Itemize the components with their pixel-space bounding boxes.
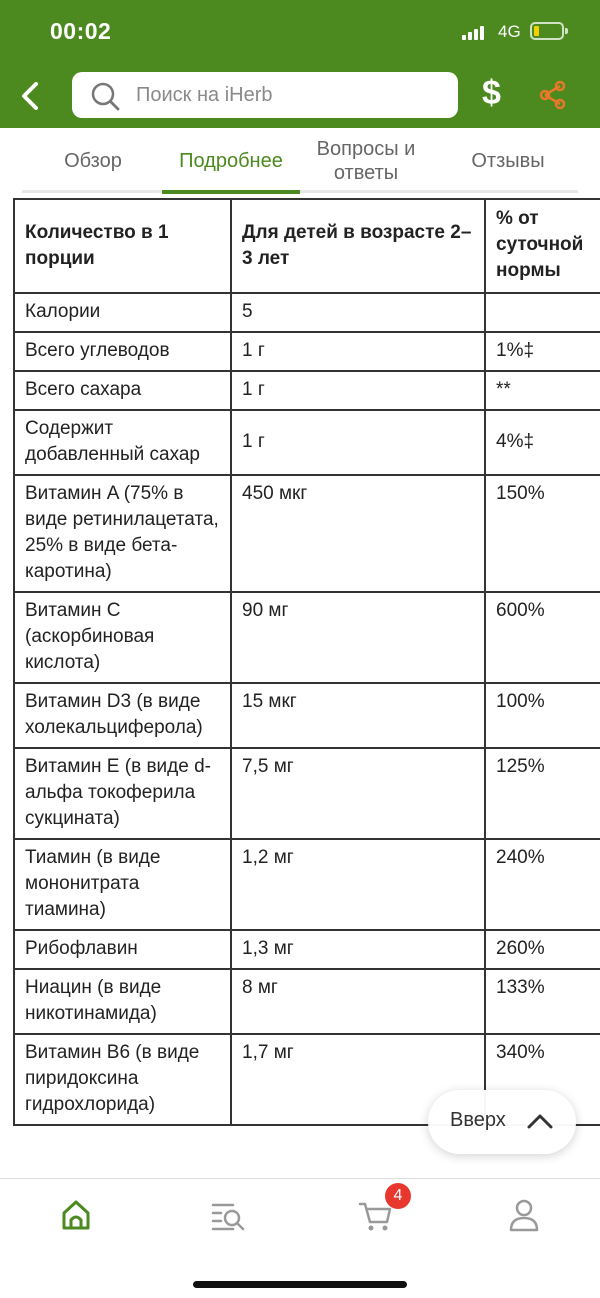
row-percent: [485, 293, 600, 332]
row-amount: 5: [231, 293, 485, 332]
row-percent: 100%: [485, 683, 600, 748]
back-arrow-icon[interactable]: [14, 76, 46, 116]
row-nutrient: Витамин C (аскорбиновая кислота): [14, 592, 231, 683]
table-row: [14, 839, 600, 930]
search-icon: [90, 81, 120, 111]
row-percent: 340%: [485, 1034, 600, 1125]
table-row: [14, 371, 600, 410]
row-amount: 450 мкг: [231, 475, 485, 592]
row-amount: 1,3 мг: [231, 930, 485, 969]
row-percent: 1%‡: [485, 332, 600, 371]
table-row: [14, 332, 600, 371]
cart-count-badge: 4: [385, 1183, 411, 1209]
scroll-to-top-label: Вверх: [450, 1109, 506, 1131]
row-nutrient: Витамин B6 (в виде пиридоксина гидрохлорида): [14, 1034, 231, 1125]
battery-icon: [530, 22, 564, 40]
row-amount: 8 мг: [231, 969, 485, 1034]
tab-overview[interactable]: Обзор: [64, 150, 122, 172]
tabs-divider: [22, 190, 578, 193]
table-row: [14, 475, 600, 592]
catalog-search-icon[interactable]: [208, 1195, 248, 1235]
row-amount: 1,7 мг: [231, 1034, 485, 1125]
header-serving: Количество в 1 порции: [14, 199, 231, 293]
table-row: [14, 969, 600, 1034]
chevron-up-icon: [526, 1108, 554, 1136]
row-percent: 260%: [485, 930, 600, 969]
search-placeholder: Поиск на iHerb: [136, 84, 273, 106]
row-nutrient: Витамин A (75% в виде ретинилацетата, 25% в виде бета-каротина): [14, 475, 231, 592]
nutrition-table-container[interactable]: [0, 194, 600, 1178]
tab-questions[interactable]: Вопросы и ответы: [316, 138, 416, 184]
row-percent: 150%: [485, 475, 600, 592]
row-nutrient: Всего углеводов: [14, 332, 231, 371]
header-daily-value: % от суточной нормы: [485, 199, 600, 293]
header-age: Для детей в возрасте 2–3 лет: [231, 199, 485, 293]
search-input[interactable]: [72, 72, 458, 118]
row-percent: **: [485, 371, 600, 410]
row-amount: 1 г: [231, 410, 485, 475]
status-time: 00:02: [50, 18, 112, 44]
row-nutrient: Всего сахара: [14, 371, 231, 410]
row-percent: 133%: [485, 969, 600, 1034]
row-nutrient: Рибофлавин: [14, 930, 231, 969]
currency-button[interactable]: $: [482, 74, 501, 112]
app-header: [0, 64, 600, 128]
signal-icon: [462, 24, 490, 40]
row-amount: 1 г: [231, 371, 485, 410]
row-nutrient: Калории: [14, 293, 231, 332]
account-icon[interactable]: [504, 1195, 544, 1235]
row-amount: 7,5 мг: [231, 748, 485, 839]
nutrition-table: [13, 198, 600, 1126]
row-amount: 1 г: [231, 332, 485, 371]
table-row: [14, 410, 600, 475]
table-row: [14, 592, 600, 683]
scroll-to-top-button[interactable]: [428, 1090, 576, 1154]
tab-details[interactable]: Подробнее: [179, 150, 283, 172]
table-header-row: [14, 199, 600, 293]
row-percent: 240%: [485, 839, 600, 930]
product-tabs: [0, 128, 600, 194]
row-nutrient: Витамин E (в виде d-альфа токоферила сукцината): [14, 748, 231, 839]
row-nutrient: Содержит добавленный сахар: [14, 410, 231, 475]
home-indicator: [193, 1281, 407, 1288]
table-row: [14, 683, 600, 748]
row-percent: 4%‡: [485, 410, 600, 475]
tab-reviews[interactable]: Отзывы: [471, 150, 545, 172]
row-amount: 15 мкг: [231, 683, 485, 748]
row-percent: 125%: [485, 748, 600, 839]
share-icon[interactable]: [538, 80, 568, 110]
network-type: 4G: [498, 22, 521, 41]
row-nutrient: Витамин D3 (в виде холекальциферола): [14, 683, 231, 748]
table-row: [14, 293, 600, 332]
row-nutrient: Тиамин (в виде мононитрата тиамина): [14, 839, 231, 930]
row-amount: 90 мг: [231, 592, 485, 683]
status-bar: [0, 0, 600, 64]
bottom-nav: [0, 1178, 600, 1298]
table-row: [14, 930, 600, 969]
home-icon[interactable]: [56, 1195, 96, 1235]
row-percent: 600%: [485, 592, 600, 683]
row-amount: 1,2 мг: [231, 839, 485, 930]
row-nutrient: Ниацин (в виде никотинамида): [14, 969, 231, 1034]
table-row: [14, 748, 600, 839]
